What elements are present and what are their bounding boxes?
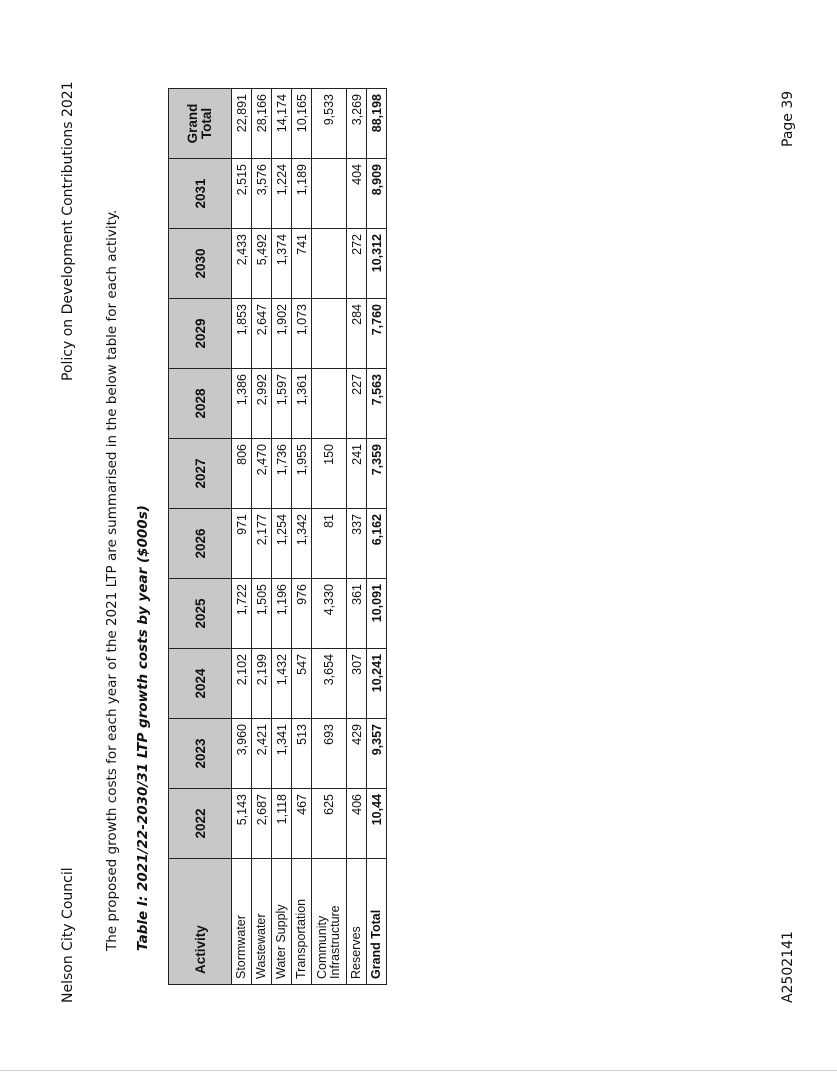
value-cell: 1,597 [272,369,292,439]
column-header: 2024 [169,649,232,719]
value-cell: 9,533 [312,89,347,159]
value-cell: 28,166 [252,89,272,159]
value-cell: 429 [347,719,367,789]
value-cell: 10,44 [367,789,387,859]
value-cell: 284 [347,299,367,369]
value-cell: 2,421 [252,719,272,789]
value-cell: 2,199 [252,649,272,719]
value-cell: 971 [232,509,252,579]
value-cell: 3,269 [347,89,367,159]
column-header: Grand Total [169,89,232,159]
column-header: 2027 [169,439,232,509]
value-cell: 3,654 [312,649,347,719]
value-cell: 1,505 [252,579,272,649]
value-cell: 10,241 [367,649,387,719]
value-cell: 3,960 [232,719,252,789]
value-cell: 14,174 [272,89,292,159]
value-cell: 1,432 [272,649,292,719]
value-cell: 693 [312,719,347,789]
value-cell: 2,647 [252,299,272,369]
table-row [292,89,312,985]
policy-title: Policy on Development Contributions 2021 [60,81,76,381]
value-cell: 1,902 [272,299,292,369]
activity-cell: Wastewater [252,859,272,985]
value-cell: 272 [347,229,367,299]
value-cell: 1,118 [272,789,292,859]
value-cell [312,159,347,229]
value-cell: 1,955 [292,439,312,509]
table-row [232,89,252,985]
activity-cell: Reserves [347,859,367,985]
column-header: Activity [169,859,232,985]
activity-cell: Transportation [292,859,312,985]
value-cell: 1,073 [292,299,312,369]
activity-cell: Stormwater [232,859,252,985]
value-cell: 806 [232,439,252,509]
value-cell [312,299,347,369]
activity-cell: Grand Total [367,859,387,985]
value-cell: 1,853 [232,299,252,369]
value-cell: 2,470 [252,439,272,509]
column-header: 2022 [169,789,232,859]
value-cell: 1,386 [232,369,252,439]
value-cell: 1,722 [232,579,252,649]
value-cell: 467 [292,789,312,859]
value-cell: 81 [312,509,347,579]
value-cell: 150 [312,439,347,509]
value-cell: 361 [347,579,367,649]
value-cell: 3,576 [252,159,272,229]
value-cell: 1,736 [272,439,292,509]
value-cell: 6,162 [367,509,387,579]
value-cell: 1,254 [272,509,292,579]
value-cell: 547 [292,649,312,719]
value-cell: 9,357 [367,719,387,789]
value-cell: 307 [347,649,367,719]
page-divider [0,1070,837,1071]
value-cell: 1,374 [272,229,292,299]
value-cell: 741 [292,229,312,299]
value-cell: 2,177 [252,509,272,579]
activity-cell: Community Infrastructure [312,859,347,985]
value-cell: 5,143 [232,789,252,859]
column-header: 2025 [169,579,232,649]
value-cell: 406 [347,789,367,859]
value-cell: 1,189 [292,159,312,229]
council-name: Nelson City Council [60,867,76,1003]
page-number: Page 39 [780,90,796,147]
table-row [272,89,292,985]
value-cell: 2,687 [252,789,272,859]
value-cell: 404 [347,159,367,229]
value-cell: 513 [292,719,312,789]
column-header: 2029 [169,299,232,369]
value-cell: 1,196 [272,579,292,649]
table-total-row [367,89,387,985]
value-cell: 88,198 [367,89,387,159]
column-header: 2031 [169,159,232,229]
table-row [312,89,347,985]
value-cell: 10,091 [367,579,387,649]
document-id: A2502141 [780,931,796,1003]
value-cell: 227 [347,369,367,439]
value-cell: 1,361 [292,369,312,439]
value-cell: 1,224 [272,159,292,229]
intro-text: The proposed growth costs for each year of the 2021 LTP are summarised in the below table for each activity. [104,209,120,951]
value-cell: 4,330 [312,579,347,649]
value-cell: 10,312 [367,229,387,299]
value-cell: 7,760 [367,299,387,369]
column-header: 2030 [169,229,232,299]
table-caption: Table I: 2021/22-2030/31 LTP growth costs by year ($000s) [135,505,151,951]
value-cell: 1,342 [292,509,312,579]
value-cell: 22,891 [232,89,252,159]
value-cell: 7,563 [367,369,387,439]
column-header: 2028 [169,369,232,439]
value-cell: 7,359 [367,439,387,509]
value-cell: 2,992 [252,369,272,439]
value-cell [312,369,347,439]
value-cell: 976 [292,579,312,649]
value-cell: 2,515 [232,159,252,229]
value-cell: 5,492 [252,229,272,299]
growth-costs-table [168,88,387,985]
table-row [252,89,272,985]
value-cell [312,229,347,299]
value-cell: 2,433 [232,229,252,299]
activity-cell: Water Supply [272,859,292,985]
value-cell: 10,165 [292,89,312,159]
column-header: 2023 [169,719,232,789]
value-cell: 8,909 [367,159,387,229]
value-cell: 337 [347,509,367,579]
table-header-row [169,89,232,985]
table-row [347,89,367,985]
column-header: 2026 [169,509,232,579]
value-cell: 625 [312,789,347,859]
value-cell: 241 [347,439,367,509]
value-cell: 1,341 [272,719,292,789]
value-cell: 2,102 [232,649,252,719]
